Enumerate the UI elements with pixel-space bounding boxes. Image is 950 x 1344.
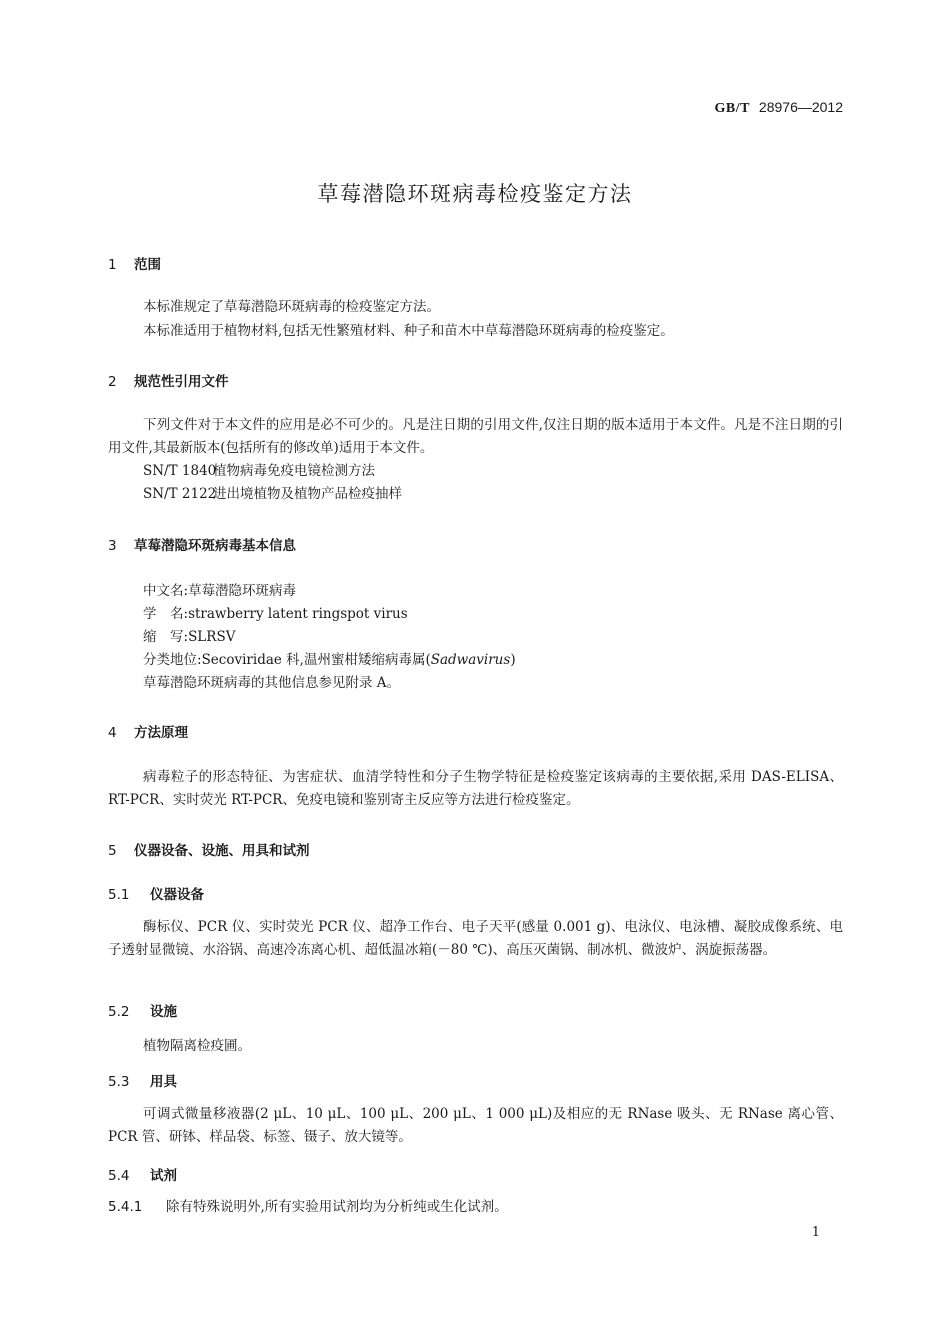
section-title: 仪器设备、设施、用具和试剂 <box>134 843 310 859</box>
info-label: 缩 写 <box>143 629 184 645</box>
info-label: 分类地位 <box>143 652 197 668</box>
reference-item <box>143 483 402 506</box>
document-title: 草莓潜隐环斑病毒检疫鉴定方法 <box>317 182 633 206</box>
paragraph: 本标准规定了草莓潜隐环斑病毒的检疫鉴定方法。 <box>143 299 440 315</box>
paragraph: 病毒粒子的形态特征、为害症状、血清学特性和分子生物学特征是检疫鉴定该病毒的主要依据,采用 DAS-ELISA、RT-PCR、实时荧光 RT-PCR、免疫电镜和鉴别寄主反应等方法进行检疫鉴定。 <box>108 769 843 808</box>
section-number: 1 <box>108 257 117 273</box>
section-number: 3 <box>108 538 117 554</box>
subsection-title: 用具 <box>150 1074 177 1090</box>
reference-item <box>143 460 375 483</box>
section-title: 草莓潜隐环斑病毒基本信息 <box>134 538 296 554</box>
info-chinese-name: 中文名:草莓潜隐环斑病毒 <box>143 583 297 599</box>
subsection-5-3-heading <box>108 1070 177 1090</box>
page-number: 1 <box>811 1225 820 1240</box>
clause-number: 5.4.1 <box>108 1199 143 1215</box>
subsection-title: 试剂 <box>150 1168 177 1184</box>
paragraph: 本标准适用于植物材料,包括无性繁殖材料、种子和苗木中草莓潜隐环斑病毒的检疫鉴定。 <box>143 323 674 339</box>
section-2-heading <box>108 370 229 390</box>
section-title: 规范性引用文件 <box>134 374 229 390</box>
info-value: strawberry latent ringspot virus <box>188 606 408 622</box>
clause-text: 除有特殊说明外,所有实验用试剂均为分析纯或生化试剂。 <box>166 1199 508 1215</box>
info-scientific-name: 学 名:strawberry latent ringspot virus <box>143 606 408 622</box>
info-value-prefix: Secoviridae 科,温州蜜柑矮缩病毒属( <box>201 652 431 668</box>
standard-prefix: GB/T <box>714 101 751 116</box>
section-1-heading <box>108 253 161 273</box>
subsection-number: 5.1 <box>108 887 130 903</box>
paragraph: 草莓潜隐环斑病毒的其他信息参见附录 A。 <box>143 675 401 691</box>
paragraph: 酶标仪、PCR 仪、实时荧光 PCR 仪、超净工作台、电子天平(感量 0.001 g)、电泳仪、电泳槽、凝胶成像系统、电子透射显微镜、水浴锅、高速冷冻离心机、超低温冰箱(－80 ℃)、高压灭菌锅、制冰机、微波炉、涡旋振荡器。 <box>108 919 843 958</box>
clause-5-4-1 <box>108 1196 508 1219</box>
standard-number: 28976—2012 <box>758 99 843 115</box>
reference-code: SN/T 1840 <box>143 463 217 479</box>
info-value-suffix: ) <box>510 652 516 668</box>
section-number: 2 <box>108 374 117 390</box>
subsection-number: 5.4 <box>108 1168 130 1184</box>
paragraph: 下列文件对于本文件的应用是必不可少的。凡是注日期的引用文件,仅注日期的版本适用于本文件。凡是不注日期的引用文件,其最新版本(包括所有的修改单)适用于本文件。 <box>108 417 843 456</box>
reference-title: 进出境植物及植物产品检疫抽样 <box>213 486 402 502</box>
subsection-number: 5.2 <box>108 1004 130 1020</box>
section-title: 范围 <box>134 257 161 273</box>
section-3-heading <box>108 534 296 554</box>
paragraph: 可调式微量移液器(2 μL、10 μL、100 μL、200 μL、1 000 μL)及相应的无 RNase 吸头、无 RNase 离心管、PCR 管、研钵、样品袋、标签、镊子、放大镜等。 <box>108 1106 843 1145</box>
subsection-title: 设施 <box>150 1004 177 1020</box>
subsection-5-1-heading <box>108 883 204 903</box>
paragraph: 植物隔离检疫圃。 <box>143 1038 251 1054</box>
standard-code <box>715 99 843 117</box>
section-4-heading <box>108 721 188 741</box>
subsection-5-4-heading <box>108 1164 177 1184</box>
subsection-5-2-heading <box>108 1000 177 1020</box>
subsection-title: 仪器设备 <box>150 887 204 903</box>
info-label: 中文名 <box>143 583 184 599</box>
genus-name: Sadwavirus <box>430 652 511 668</box>
info-value: 草莓潜隐环斑病毒 <box>188 583 297 599</box>
info-abbreviation: 缩 写:SLRSV <box>143 629 236 645</box>
reference-code: SN/T 2122 <box>143 486 217 502</box>
reference-title: 植物病毒免疫电镜检测方法 <box>213 463 375 479</box>
info-taxonomy: 分类地位:Secoviridae 科,温州蜜柑矮缩病毒属(Sadwavirus) <box>143 652 516 668</box>
section-number: 4 <box>108 725 117 741</box>
info-value: SLRSV <box>188 629 236 645</box>
subsection-number: 5.3 <box>108 1074 130 1090</box>
section-5-heading <box>108 839 310 859</box>
section-number: 5 <box>108 843 117 859</box>
section-title: 方法原理 <box>134 725 188 741</box>
info-label: 学 名 <box>143 606 184 622</box>
